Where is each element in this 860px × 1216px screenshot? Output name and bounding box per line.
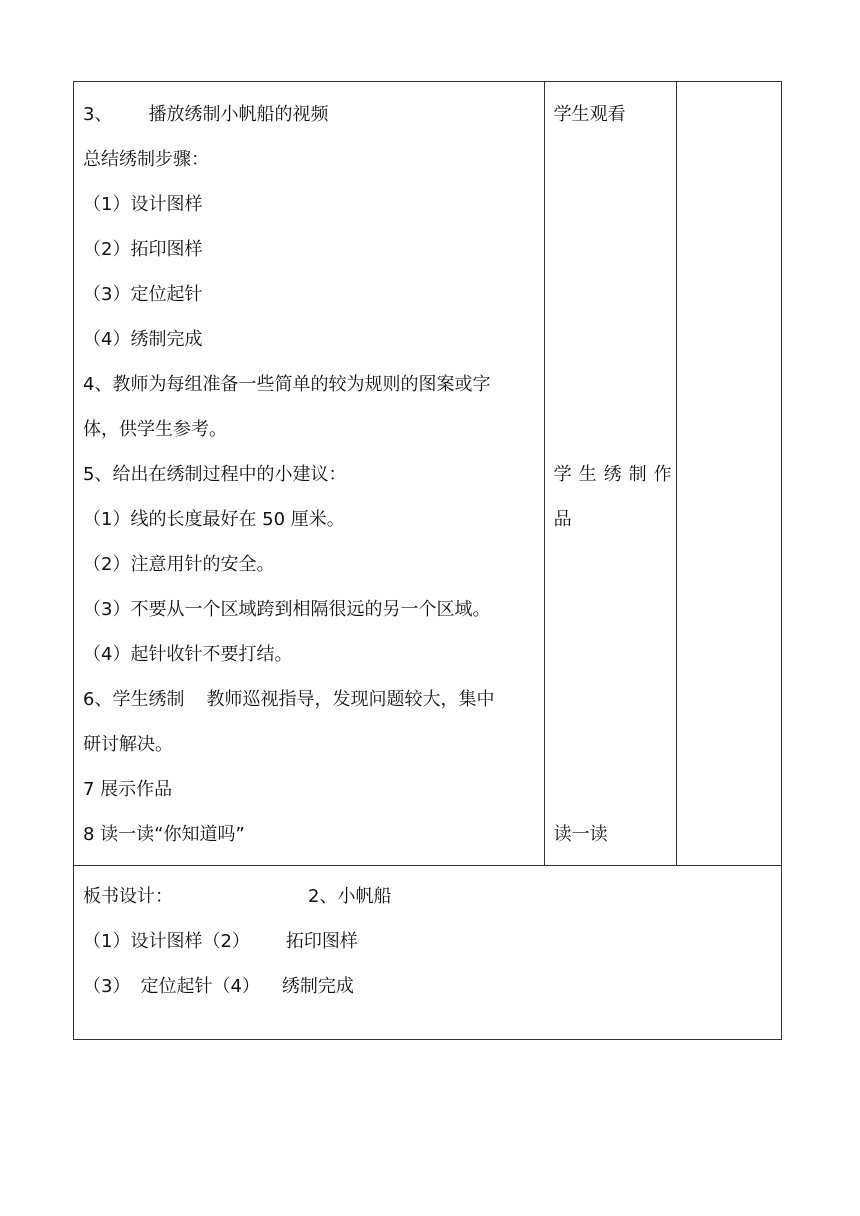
step-3-text: 播放绣制小帆船的视频	[148, 104, 329, 125]
tip-4: （4）起针收针不要打结。	[83, 644, 293, 665]
step-4-line-2: 体，供学生参考。	[83, 419, 227, 440]
board-row-2-a: （3）	[83, 976, 131, 997]
board-row-2-b: 定位起针（4）	[140, 976, 260, 997]
board-row-2	[83, 964, 773, 1009]
student-make-line-1: 学生绣制作	[553, 464, 679, 485]
notes-cell	[676, 82, 781, 866]
student-activities-cell	[544, 82, 679, 866]
board-row-2-c: 绣制完成	[281, 976, 354, 997]
board-label: 板书设计：	[83, 886, 173, 907]
step-6-line-2: 研讨解决。	[83, 734, 173, 755]
summary-heading: 总结绣制步骤：	[83, 149, 209, 170]
tip-1: （1）线的长度最好在 50 厘米。	[83, 509, 345, 530]
activities-row	[74, 82, 782, 866]
board-heading-line	[83, 874, 773, 919]
student-watch: 学生观看	[553, 104, 626, 125]
summary-step-2: （2）拓印图样	[83, 239, 203, 260]
board-row-1	[83, 919, 773, 964]
tip-3: （3）不要从一个区域跨到相隔很远的另一个区域。	[83, 599, 491, 620]
student-read: 读一读	[553, 824, 608, 845]
step-6-line-1	[83, 677, 536, 722]
step-6-label: 6、学生绣制	[83, 689, 185, 710]
student-make-line-2: 品	[553, 509, 572, 530]
summary-step-1: （1）设计图样	[83, 194, 203, 215]
step-5-heading: 5、给出在绣制过程中的小建议：	[83, 464, 347, 485]
step-4-line-1: 4、教师为每组准备一些简单的较为规则的图案或字	[83, 374, 491, 395]
board-design-cell	[74, 866, 782, 1040]
teacher-activities-cell	[74, 82, 545, 866]
board-design-row	[74, 866, 782, 1040]
lesson-table	[73, 81, 782, 1040]
summary-step-3: （3）定位起针	[83, 284, 203, 305]
board-row-1-a: （1）设计图样（2）	[83, 931, 250, 952]
tip-2: （2）注意用针的安全。	[83, 554, 275, 575]
step-3-line	[83, 92, 536, 137]
board-title: 2、小帆船	[308, 886, 392, 907]
step-8-line: 8 读一读“你知道吗”	[83, 824, 245, 845]
step-6-text: 教师巡视指导，发现问题较大，集中	[206, 689, 495, 710]
step-3-number: 3、	[83, 104, 113, 125]
board-row-1-b: 拓印图样	[285, 931, 358, 952]
summary-step-4: （4）绣制完成	[83, 329, 203, 350]
step-7-line: 7 展示作品	[83, 779, 173, 800]
